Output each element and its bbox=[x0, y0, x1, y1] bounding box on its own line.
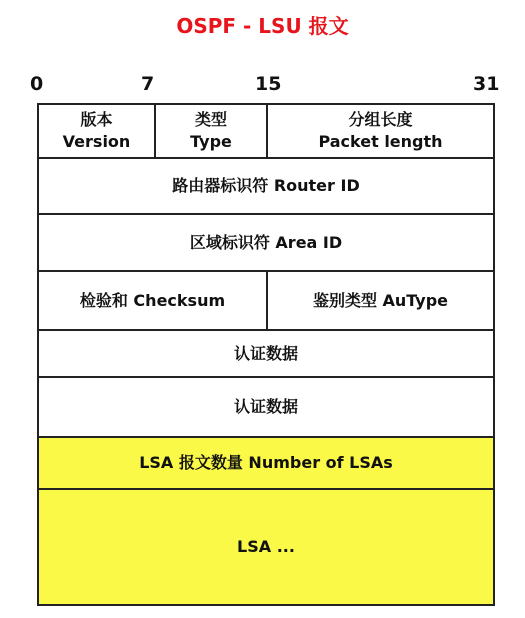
field-type-en: Type bbox=[190, 132, 232, 151]
field-lsa bbox=[37, 488, 495, 606]
field-type-cn: 类型 bbox=[194, 110, 227, 129]
field-type bbox=[154, 103, 268, 159]
field-autype-label: 鉴别类型 AuType bbox=[312, 290, 449, 310]
field-auth-data-2 bbox=[37, 376, 495, 438]
field-area-id bbox=[37, 213, 495, 272]
field-lsa-label: LSA ... bbox=[237, 537, 295, 556]
bit-label-7: 7 bbox=[141, 73, 155, 95]
field-area-id-label: 区域标识符 Area ID bbox=[189, 232, 343, 252]
field-number-of-lsas bbox=[37, 436, 495, 490]
field-version bbox=[37, 103, 156, 159]
field-packet-length-en: Packet length bbox=[318, 132, 443, 151]
field-number-of-lsas-label: LSA 报文数量 Number of LSAs bbox=[139, 453, 393, 472]
field-packet-length-cn: 分组长度 bbox=[348, 110, 413, 129]
field-checksum-label: 检验和 Checksum bbox=[79, 290, 226, 310]
diagram-title: OSPF - LSU 报文 bbox=[176, 14, 349, 38]
field-auth-data-1 bbox=[37, 329, 495, 378]
bit-label-15: 15 bbox=[255, 73, 282, 95]
field-router-id bbox=[37, 157, 495, 215]
field-auth-data-1-label: 认证数据 bbox=[233, 343, 298, 363]
bit-label-0: 0 bbox=[30, 73, 44, 95]
field-version-cn: 版本 bbox=[80, 110, 113, 129]
field-autype bbox=[266, 270, 495, 331]
field-router-id-label: 路由器标识符 Router ID bbox=[172, 176, 360, 195]
field-packet-length bbox=[266, 103, 495, 159]
field-checksum bbox=[37, 270, 268, 331]
field-version-en: Version bbox=[62, 132, 131, 151]
bit-label-31: 31 bbox=[473, 73, 500, 95]
field-auth-data-2-label: 认证数据 bbox=[233, 397, 298, 416]
